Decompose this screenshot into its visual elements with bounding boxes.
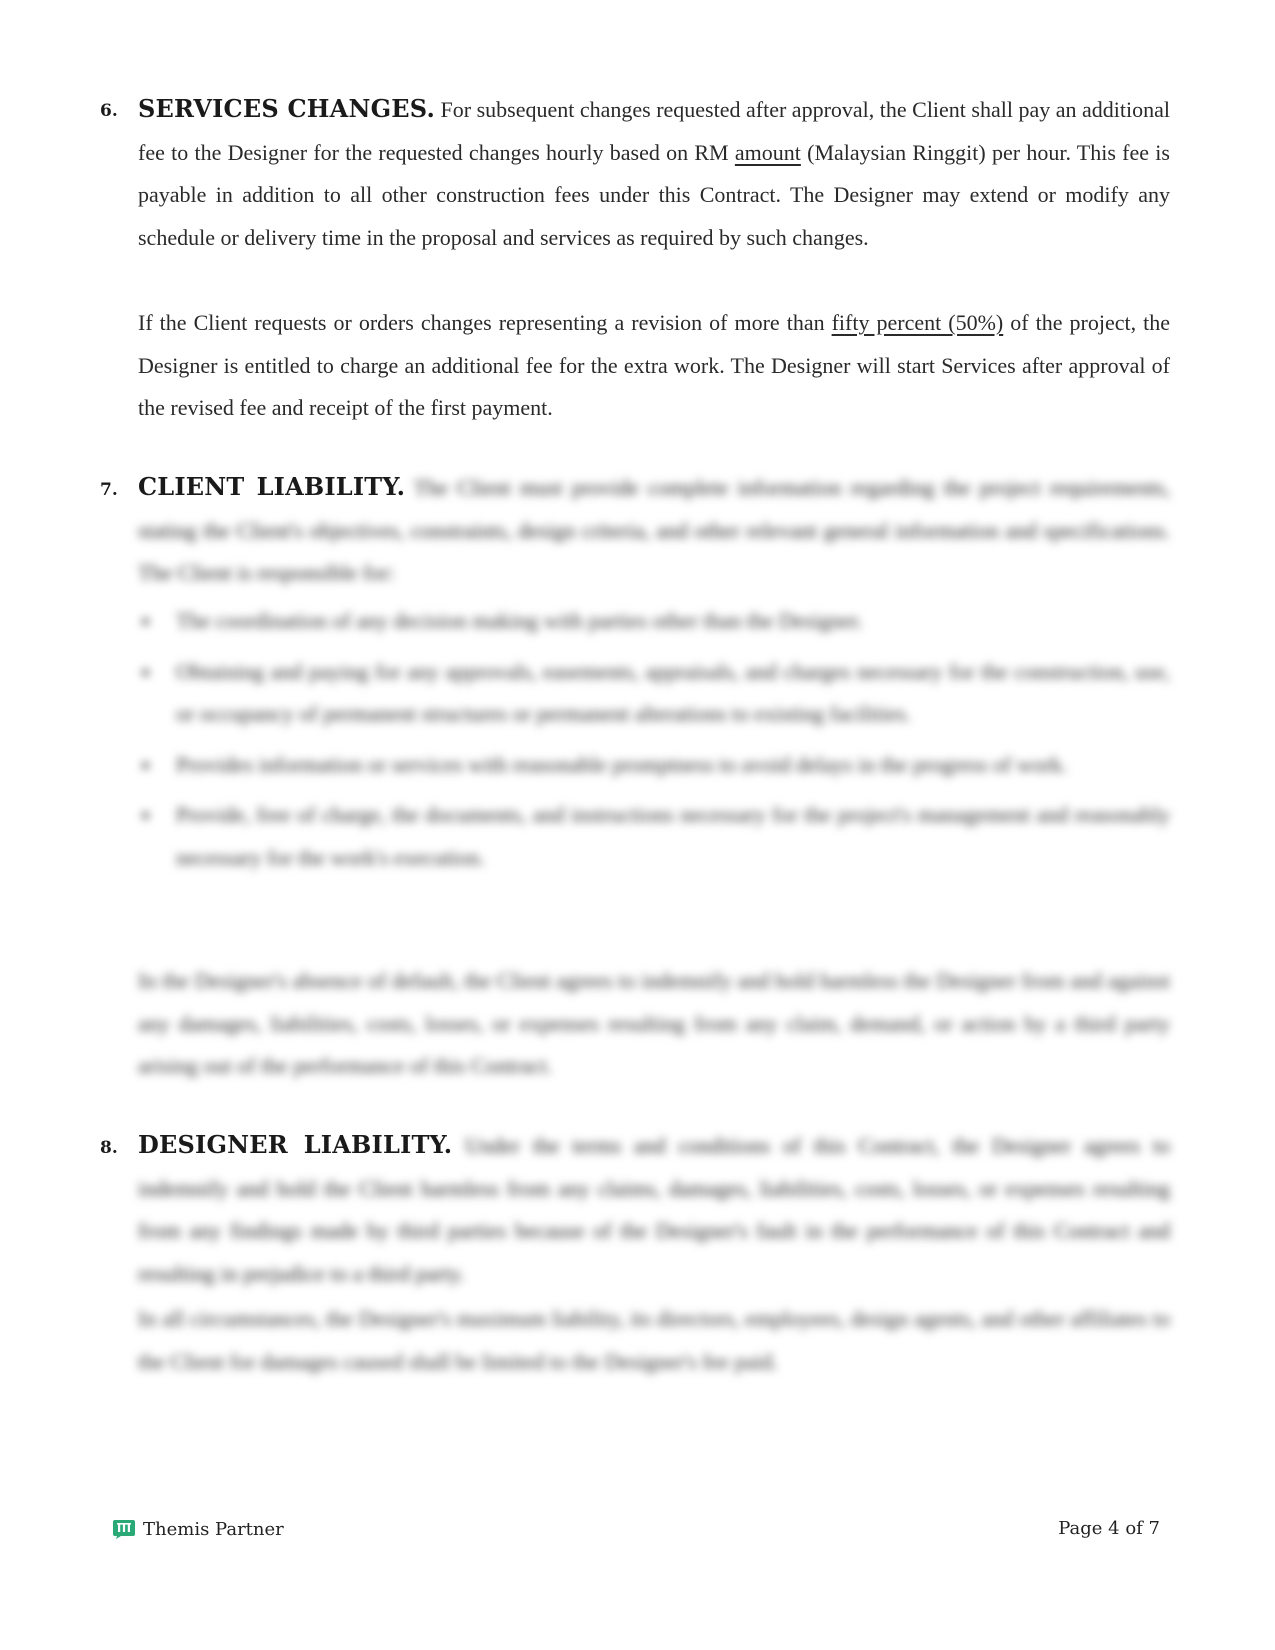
section-6-paragraph-2 [138, 302, 1170, 430]
list-item: Obtaining and paying for any approvals, easements, appraisals, and charges necessary for the construction, use, or occupancy of permanent structures or permanent alterations to existing facilities. [138, 651, 1170, 736]
section-7-paragraph-1 [138, 466, 1170, 595]
blurred-text: Under the terms and conditions of this Contract, the Designer agrees to indemnify and hold the Client harmless from any claims, damages, liabilities, costs, losses, or expenses resulting from any findings made by third parties because of the Designer's fault in the performance of this Contract and resulting in prejudice to a third party. [138, 1133, 1170, 1286]
section-6-text-a: For subsequent changes requested after approval, the Client shall pay an additional fee to the Designer for the requested changes hourly based on RM [138, 97, 1170, 165]
list-item: Provides information or services with reasonable promptness to avoid delays in the progress of work. [138, 744, 1170, 787]
brand-name: Themis Partner [143, 1518, 284, 1540]
list-item: The coordination of any decision making with parties other than the Designer. [138, 600, 1170, 643]
section-6-text-d: of the project, the Designer is entitled to charge an additional fee for the extra work. The Designer will start Services after approval of the revised fee and receipt of the first payment. [138, 310, 1170, 420]
page-footer [112, 1518, 1160, 1548]
page-number: Page 4 of 7 [1058, 1518, 1160, 1539]
percent-field: fifty percent (50%) [831, 310, 1004, 335]
section-heading: CLIENT LIABILITY. [138, 472, 406, 501]
section-6-paragraph-1 [138, 88, 1170, 259]
section-heading: DESIGNER LIABILITY. [138, 1130, 453, 1159]
list-item: Provide, free of charge, the documents, and instructions necessary for the project's management and reasonably necessary for the work's execution. [138, 794, 1170, 879]
section-number: 7. [100, 480, 118, 500]
section-number: 8. [100, 1138, 118, 1158]
section-7-paragraph-2: In the Designer's absence of default, the Client agrees to indemnify and hold harmless the Designer from and against any damages, liabilities, costs, losses, or expenses resulting from any claim, demand, or action by a third party arising out of the performance of this Contract. [138, 968, 1170, 1078]
amount-field: amount [734, 139, 801, 165]
brand [112, 1518, 284, 1540]
section-heading: SERVICES CHANGES. [138, 94, 436, 123]
section-8-paragraph-2: In all circumstances, the Designer's maximum liability, its directors, employees, design agents, and other affiliates to the Client for damages caused shall be limited to the Designer's fee paid. [138, 1306, 1170, 1374]
section-number: 6. [100, 101, 118, 121]
section-6-text-b: (Malaysian Ringgit) per hour. This fee is payable in addition to all other construction fees under this Contract. The Designer may extend or modify any schedule or delivery time in the proposal and services as required by such changes. [138, 139, 1170, 250]
themis-logo-icon [112, 1518, 136, 1540]
section-8-paragraph-1 [138, 1124, 1170, 1295]
section-6-text-c: If the Client requests or orders changes representing a revision of more than [138, 310, 832, 335]
blurred-text: The Client must provide complete information regarding the project requirements, stating the Client's objectives, constraints, design criteria, and other relevant general information and specifications. The Client is responsible for: [138, 475, 1170, 585]
client-responsibilities-list [138, 600, 1170, 879]
